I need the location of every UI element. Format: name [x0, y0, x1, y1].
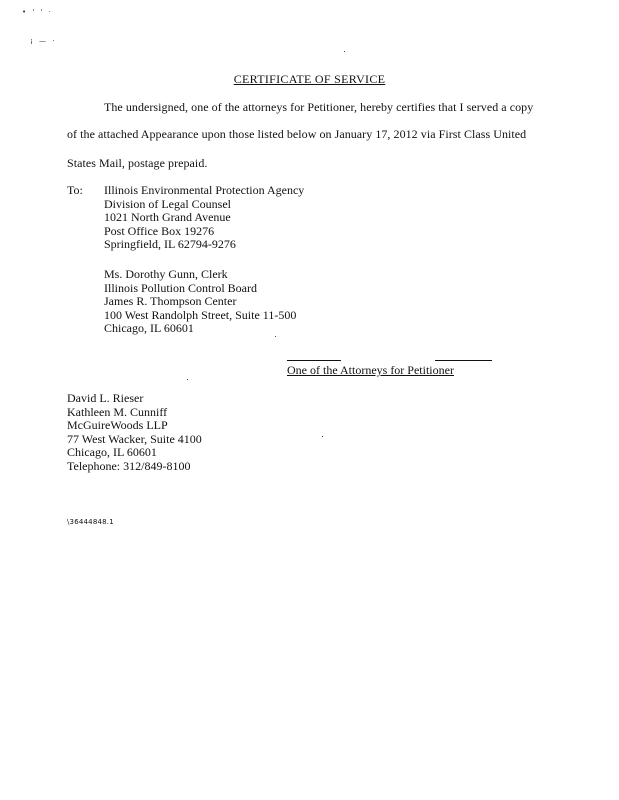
- scan-speck: [275, 336, 276, 337]
- address-line: Ms. Dorothy Gunn, Clerk: [104, 267, 228, 281]
- signature-line: [435, 360, 492, 361]
- signature-caption: One of the Attorneys for Petitioner: [287, 363, 454, 377]
- body-line-2: of the attached Appearance upon those listed below on January 17, 2012 via First Class United: [67, 127, 527, 141]
- counsel-line: Telephone: 312/849-8100: [67, 458, 191, 473]
- address-line: 1021 North Grand Avenue: [104, 210, 231, 224]
- counsel-block: [67, 392, 202, 473]
- scan-artifact-margin: ¡ — ·: [30, 37, 57, 45]
- signature-stroke: [287, 360, 341, 361]
- address-line: 100 West Randolph Street, Suite 11-500: [104, 307, 297, 322]
- recipient-address-iepa: [104, 184, 304, 252]
- address-line: Illinois Pollution Control Board: [104, 280, 258, 295]
- counsel-line: Chicago, IL 60601: [67, 445, 157, 459]
- scan-speck: [187, 379, 188, 380]
- certificate-title: CERTIFICATE OF SERVICE: [233, 72, 386, 86]
- address-line: Division of Legal Counsel: [104, 196, 231, 211]
- counsel-line: Kathleen M. Cunniff: [67, 404, 168, 419]
- body-line-1: The undersigned, one of the attorneys for Petitioner, hereby certifies that I served a copy: [104, 100, 534, 114]
- to-label: To:: [67, 183, 83, 197]
- body-line-3: States Mail, postage prepaid.: [67, 156, 208, 170]
- scan-artifact-top: • ' ' ·: [22, 8, 53, 16]
- scan-speck: [322, 436, 323, 437]
- scan-speck: [344, 51, 345, 52]
- counsel-line: 77 West Wacker, Suite 4100: [67, 431, 202, 446]
- address-line: Chicago, IL 60601: [104, 321, 194, 335]
- document-number: \36444848.1: [67, 518, 114, 526]
- recipient-address-pcb: [104, 268, 296, 336]
- address-line: Illinois Environmental Protection Agency: [104, 183, 305, 197]
- address-line: Post Office Box 19276: [104, 223, 215, 238]
- counsel-line: David L. Rieser: [67, 391, 144, 405]
- address-line: James R. Thompson Center: [104, 294, 237, 308]
- counsel-line: McGuireWoods LLP: [67, 418, 168, 432]
- address-line: Springfield, IL 62794-9276: [104, 237, 236, 251]
